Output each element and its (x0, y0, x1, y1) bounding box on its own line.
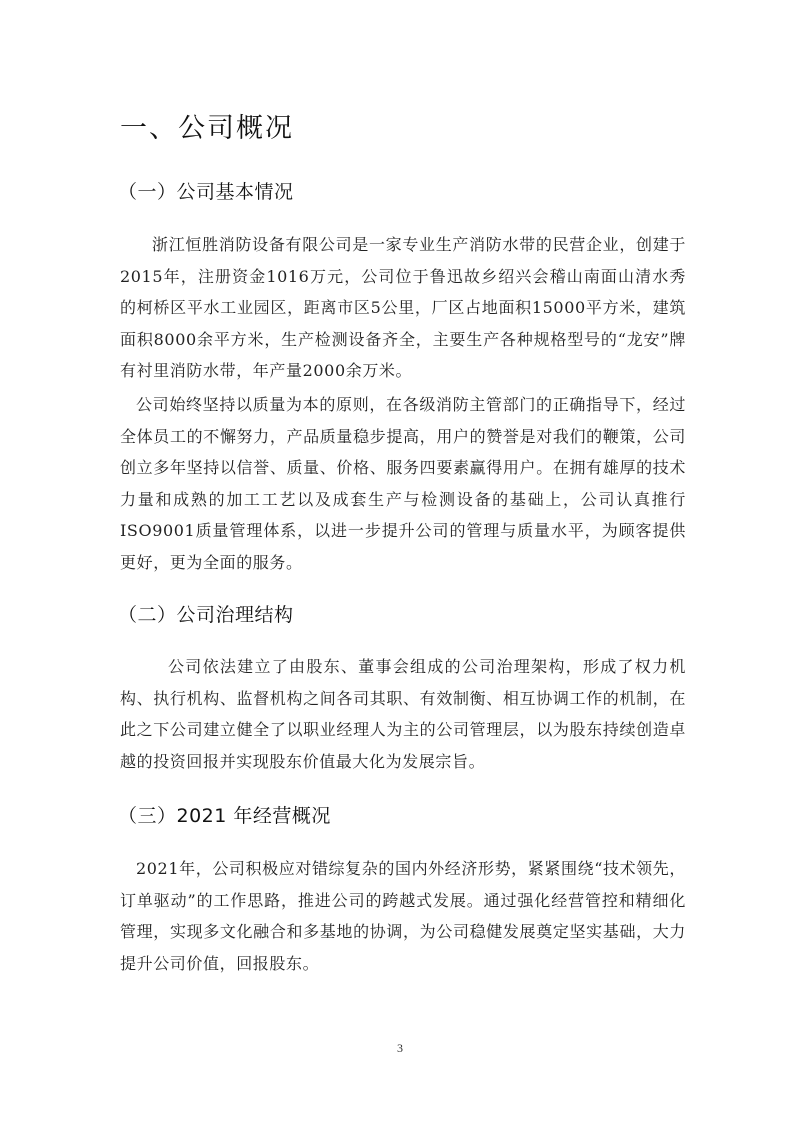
paragraph-quality-principle: 公司始终坚持以质量为本的原则，在各级消防主管部门的正确指导下，经过全体员工的不懈努力，产品质量稳步提高，用户的赞誉是对我们的鞭策，公司创立多年坚持以信誉、质量、价格、服务四要素赢得用户。在拥有雄厚的技术力量和成熟的加工工艺以及成套生产与检测设备的基础上，公司认真推行ISO9001质量管理体系，以进一步提升公司的管理与质量水平，为顾客提供更好，更为全面的服务。 (120, 395, 686, 572)
page-number: 3 (397, 1041, 403, 1055)
paragraph-2021-operations: 2021年，公司积极应对错综复杂的国内外经济形势，紧紧围绕“技术领先，订单驱动”的工作思路，推进公司的跨越式发展。通过强化经营管控和精细化管理，实现多文化融合和多基地的协调，为公司稳健发展奠定坚实基础，大力提升公司价值，回报股东。 (120, 859, 686, 973)
paragraph-governance: 公司依法建立了由股东、董事会组成的公司治理架构，形成了权力机构、执行机构、监督机构之间各司其职、有效制衡、相互协调工作的机制，在此之下公司建立健全了以职业经理人为主的公司管理层，以为股东持续创造卓越的投资回报并实现股东价值最大化为发展宗旨。 (120, 657, 686, 771)
section-heading-basic-info: （一）公司基本情况 (118, 181, 294, 203)
section-heading-2021-operations: （三）2021 年经营概况 (118, 805, 331, 827)
section-heading-governance: （二）公司治理结构 (118, 604, 294, 626)
chapter-title: 一、公司概况 (120, 113, 294, 144)
paragraph-company-intro: 浙江恒胜消防设备有限公司是一家专业生产消防水带的民营企业，创建于2015年，注册资金1016万元，公司位于鲁迅故乡绍兴会稽山南面山清水秀的柯桥区平水工业园区，距离市区5公里，厂区占地面积15000平方米，建筑面积8000余平方米，生产检测设备齐全，主要生产各种规格型号的“龙安”牌有衬里消防水带，年产量2000余万米。 (120, 235, 686, 380)
